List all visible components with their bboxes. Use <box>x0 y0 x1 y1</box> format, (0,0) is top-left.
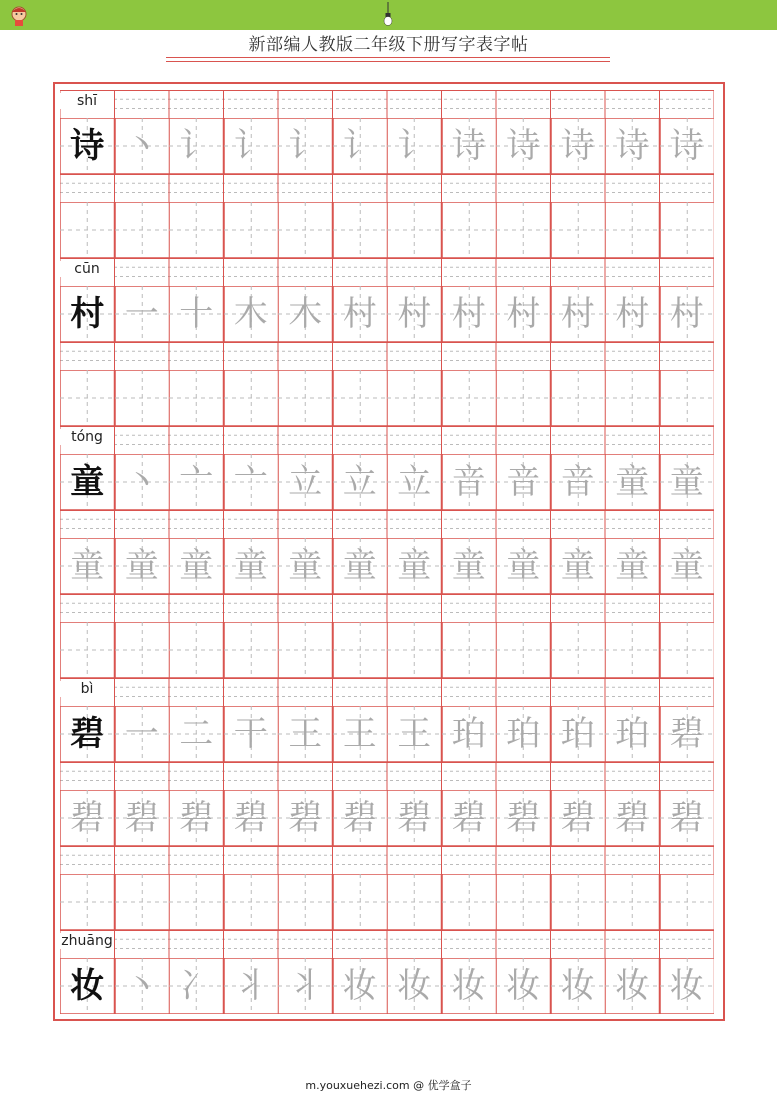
trace-character <box>605 622 660 678</box>
row-separator <box>60 678 714 706</box>
practice-cell <box>278 706 333 762</box>
practice-cell <box>387 790 442 846</box>
practice-cell <box>496 286 551 342</box>
practice-cell[interactable] <box>169 622 224 678</box>
practice-cell <box>60 538 115 594</box>
practice-cell[interactable] <box>442 370 497 426</box>
practice-cell <box>333 286 388 342</box>
practice-cell[interactable] <box>442 622 497 678</box>
practice-cell[interactable] <box>60 874 115 930</box>
trace-character: 讠 <box>233 126 268 166</box>
practice-cell <box>442 538 497 594</box>
trace-character: 音 <box>451 462 486 502</box>
practice-cell[interactable] <box>169 202 224 258</box>
trace-character <box>60 370 115 426</box>
trace-character: 亠 <box>233 462 268 502</box>
practice-cell[interactable] <box>442 874 497 930</box>
model-character-cell <box>60 118 115 174</box>
practice-cell[interactable] <box>115 370 170 426</box>
trace-character <box>496 874 551 930</box>
trace-character <box>660 370 715 426</box>
practice-cell <box>115 454 170 510</box>
trace-character: 丬 <box>233 966 268 1006</box>
practice-cell <box>278 118 333 174</box>
trace-character: 讠 <box>397 126 432 166</box>
trace-character: 立 <box>342 462 377 502</box>
practice-cell <box>169 286 224 342</box>
trace-character: 木 <box>288 294 323 334</box>
trace-character: 讠 <box>342 126 377 166</box>
trace-character: 碧 <box>397 798 432 838</box>
trace-character <box>169 622 224 678</box>
trace-character: 童 <box>70 546 105 586</box>
practice-cell <box>333 958 388 1014</box>
practice-cell[interactable] <box>387 370 442 426</box>
practice-cell <box>496 538 551 594</box>
model-character-cell <box>60 454 115 510</box>
trace-character <box>169 202 224 258</box>
trace-character: 碧 <box>70 798 105 838</box>
trace-character <box>605 874 660 930</box>
trace-character: 童 <box>397 546 432 586</box>
pinyin-label: bì <box>60 681 114 697</box>
trace-character: 碧 <box>288 798 323 838</box>
practice-cell <box>278 958 333 1014</box>
row-separator <box>60 258 714 286</box>
practice-cell[interactable] <box>442 202 497 258</box>
practice-cell <box>551 538 606 594</box>
row-separator <box>60 846 714 874</box>
practice-cell[interactable] <box>605 370 660 426</box>
practice-cell <box>224 790 279 846</box>
trace-character: 妆 <box>342 966 377 1006</box>
practice-cell[interactable] <box>224 874 279 930</box>
practice-cell <box>115 118 170 174</box>
trace-character: 童 <box>124 546 159 586</box>
practice-cell <box>660 706 715 762</box>
trace-character: 珀 <box>506 714 541 754</box>
trace-character <box>278 202 333 258</box>
practice-cell[interactable] <box>333 622 388 678</box>
practice-cell <box>115 706 170 762</box>
practice-cell <box>660 118 715 174</box>
practice-cell[interactable] <box>551 874 606 930</box>
trace-character <box>551 874 606 930</box>
practice-cell[interactable] <box>278 370 333 426</box>
practice-cell <box>551 454 606 510</box>
practice-cell[interactable] <box>115 622 170 678</box>
practice-cell[interactable] <box>333 202 388 258</box>
practice-cell[interactable] <box>496 622 551 678</box>
practice-cell <box>169 790 224 846</box>
row-separator <box>60 426 714 454</box>
practice-cell[interactable] <box>551 370 606 426</box>
trace-character: 一 <box>124 294 159 334</box>
trace-character <box>60 874 115 930</box>
trace-character: 碧 <box>179 798 214 838</box>
practice-cell[interactable] <box>224 370 279 426</box>
practice-cell <box>442 118 497 174</box>
practice-cell <box>605 790 660 846</box>
model-character-cell <box>60 286 115 342</box>
trace-character: 碧 <box>506 798 541 838</box>
trace-character <box>115 874 170 930</box>
trace-character <box>333 202 388 258</box>
practice-cell[interactable] <box>387 622 442 678</box>
trace-character: 碧 <box>669 798 704 838</box>
practice-cell <box>278 538 333 594</box>
trace-character: 干 <box>233 714 268 754</box>
row-separator <box>60 762 714 790</box>
trace-character: 丶 <box>124 966 159 1006</box>
practice-cell <box>333 790 388 846</box>
practice-cell <box>605 706 660 762</box>
practice-cell[interactable] <box>660 202 715 258</box>
trace-character <box>442 202 497 258</box>
trace-character: 丬 <box>288 966 323 1006</box>
row-separator <box>60 930 714 958</box>
trace-character: 妆 <box>451 966 486 1006</box>
practice-cell[interactable] <box>387 202 442 258</box>
practice-cell <box>224 118 279 174</box>
trace-character: 立 <box>288 462 323 502</box>
trace-character: 妆 <box>560 966 595 1006</box>
practice-cell <box>333 118 388 174</box>
trace-character: 十 <box>179 294 214 334</box>
trace-character: 珀 <box>560 714 595 754</box>
trace-character <box>387 622 442 678</box>
practice-cell <box>387 118 442 174</box>
practice-cell <box>224 286 279 342</box>
practice-cell[interactable] <box>605 622 660 678</box>
model-character: 妆 <box>70 966 105 1006</box>
trace-character: 王 <box>288 714 323 754</box>
trace-character <box>115 622 170 678</box>
practice-cell <box>442 958 497 1014</box>
practice-cell <box>169 958 224 1014</box>
practice-cell[interactable] <box>224 202 279 258</box>
title-underline <box>166 57 610 58</box>
row-separator <box>60 510 714 538</box>
trace-character <box>169 370 224 426</box>
practice-cell <box>387 454 442 510</box>
practice-cell <box>333 706 388 762</box>
practice-cell <box>387 538 442 594</box>
trace-character: 碧 <box>615 798 650 838</box>
practice-cell <box>278 790 333 846</box>
trace-character: 丶 <box>124 462 159 502</box>
trace-character <box>605 370 660 426</box>
trace-character <box>496 622 551 678</box>
practice-cell <box>660 538 715 594</box>
practice-cell <box>496 958 551 1014</box>
trace-character <box>278 370 333 426</box>
trace-character: 村 <box>342 294 377 334</box>
practice-cell <box>115 538 170 594</box>
trace-character <box>115 202 170 258</box>
row-separator <box>60 594 714 622</box>
practice-cell <box>333 454 388 510</box>
trace-character: 王 <box>397 714 432 754</box>
trace-character <box>278 874 333 930</box>
trace-character: 童 <box>615 462 650 502</box>
practice-cell[interactable] <box>333 874 388 930</box>
row-separator <box>60 342 714 370</box>
trace-character <box>496 202 551 258</box>
practice-cell <box>551 706 606 762</box>
trace-character: 童 <box>179 546 214 586</box>
practice-cell[interactable] <box>115 202 170 258</box>
trace-character: 二 <box>179 714 214 754</box>
practice-cell <box>660 286 715 342</box>
lightbulb-icon <box>383 2 393 26</box>
practice-cell <box>442 454 497 510</box>
practice-cell <box>224 706 279 762</box>
row-separator <box>60 174 714 202</box>
trace-character: 村 <box>669 294 704 334</box>
trace-character <box>224 874 279 930</box>
trace-character <box>115 370 170 426</box>
trace-character: 碧 <box>669 714 704 754</box>
practice-cell <box>496 706 551 762</box>
practice-cell <box>224 454 279 510</box>
practice-cell <box>115 286 170 342</box>
trace-character: 珀 <box>615 714 650 754</box>
trace-character: 妆 <box>397 966 432 1006</box>
trace-character: 童 <box>288 546 323 586</box>
practice-cell[interactable] <box>60 622 115 678</box>
model-character: 村 <box>70 294 105 334</box>
trace-character: 村 <box>397 294 432 334</box>
trace-character <box>551 622 606 678</box>
trace-character: 丶 <box>124 126 159 166</box>
model-character-cell <box>60 958 115 1014</box>
practice-cell <box>387 958 442 1014</box>
trace-character <box>278 622 333 678</box>
trace-character: 碧 <box>342 798 377 838</box>
trace-character: 一 <box>124 714 159 754</box>
practice-cell <box>278 286 333 342</box>
practice-cell <box>115 958 170 1014</box>
trace-character <box>333 370 388 426</box>
trace-character <box>224 370 279 426</box>
trace-character <box>551 202 606 258</box>
mascot-icon <box>6 4 32 28</box>
practice-cell <box>115 790 170 846</box>
trace-character: 童 <box>506 546 541 586</box>
practice-cell[interactable] <box>605 874 660 930</box>
trace-character: 诗 <box>451 126 486 166</box>
practice-cell <box>496 454 551 510</box>
trace-character <box>333 874 388 930</box>
trace-character <box>660 202 715 258</box>
practice-cell[interactable] <box>660 622 715 678</box>
practice-cell <box>60 790 115 846</box>
practice-cell <box>496 790 551 846</box>
practice-cell[interactable] <box>496 874 551 930</box>
trace-character: 妆 <box>615 966 650 1006</box>
practice-cell[interactable] <box>496 370 551 426</box>
practice-cell[interactable] <box>333 370 388 426</box>
practice-cell <box>496 118 551 174</box>
trace-character: 村 <box>451 294 486 334</box>
model-character: 碧 <box>70 714 105 754</box>
trace-character: 童 <box>615 546 650 586</box>
trace-character <box>442 874 497 930</box>
practice-cell[interactable] <box>660 370 715 426</box>
trace-character: 珀 <box>451 714 486 754</box>
trace-character <box>387 370 442 426</box>
trace-character: 妆 <box>669 966 704 1006</box>
trace-character <box>60 202 115 258</box>
practice-cell <box>660 454 715 510</box>
trace-character <box>660 622 715 678</box>
page-title: 新部编人教版二年级下册写字表字帖 <box>248 35 529 55</box>
trace-character <box>605 202 660 258</box>
practice-cell <box>442 706 497 762</box>
practice-cell <box>169 538 224 594</box>
footer-credit: m.youxuehezi.com @ 优学盒子 <box>305 1079 472 1092</box>
trace-character: 碧 <box>560 798 595 838</box>
practice-cell[interactable] <box>60 202 115 258</box>
practice-cell <box>551 958 606 1014</box>
practice-cell[interactable] <box>278 874 333 930</box>
trace-character: 村 <box>560 294 595 334</box>
trace-character <box>333 622 388 678</box>
trace-character <box>496 370 551 426</box>
model-character: 童 <box>70 462 105 502</box>
trace-character <box>551 370 606 426</box>
practice-cell[interactable] <box>278 202 333 258</box>
trace-character: 碧 <box>124 798 159 838</box>
trace-character: 诗 <box>615 126 650 166</box>
trace-character: 木 <box>233 294 268 334</box>
top-banner <box>0 0 777 30</box>
practice-cell <box>551 790 606 846</box>
trace-character <box>660 874 715 930</box>
practice-cell <box>605 118 660 174</box>
trace-character: 妆 <box>506 966 541 1006</box>
practice-cell[interactable] <box>660 874 715 930</box>
trace-character: 立 <box>397 462 432 502</box>
practice-cell[interactable] <box>224 622 279 678</box>
trace-character <box>60 622 115 678</box>
practice-cell[interactable] <box>169 370 224 426</box>
practice-cell <box>442 790 497 846</box>
trace-character: 童 <box>669 462 704 502</box>
trace-character <box>442 370 497 426</box>
trace-character: 诗 <box>669 126 704 166</box>
practice-cell <box>387 706 442 762</box>
trace-character: 诗 <box>560 126 595 166</box>
practice-cell <box>169 118 224 174</box>
practice-cell <box>442 286 497 342</box>
trace-character: 音 <box>560 462 595 502</box>
trace-character: 音 <box>506 462 541 502</box>
trace-character: 讠 <box>288 126 323 166</box>
practice-cell <box>387 286 442 342</box>
trace-character: 亠 <box>179 462 214 502</box>
practice-cell <box>169 454 224 510</box>
practice-cell <box>605 958 660 1014</box>
practice-cell <box>660 790 715 846</box>
trace-character: 诗 <box>506 126 541 166</box>
trace-character: 碧 <box>233 798 268 838</box>
trace-character <box>442 622 497 678</box>
model-character: 诗 <box>70 126 105 166</box>
practice-cell <box>169 706 224 762</box>
practice-cell[interactable] <box>115 874 170 930</box>
practice-cell <box>660 958 715 1014</box>
practice-cell <box>551 118 606 174</box>
trace-character: 童 <box>342 546 377 586</box>
trace-character: 王 <box>342 714 377 754</box>
pinyin-label: cūn <box>60 261 114 277</box>
trace-character <box>387 874 442 930</box>
practice-cell <box>333 538 388 594</box>
trace-character: 童 <box>560 546 595 586</box>
pinyin-label: shī <box>60 93 114 109</box>
practice-cell <box>605 454 660 510</box>
trace-character <box>224 622 279 678</box>
trace-character: 村 <box>615 294 650 334</box>
model-character-cell <box>60 706 115 762</box>
practice-cell <box>278 454 333 510</box>
trace-character: 童 <box>669 546 704 586</box>
trace-character <box>224 202 279 258</box>
practice-cell <box>551 286 606 342</box>
row-separator <box>60 90 714 118</box>
pinyin-label: zhuāng <box>61 933 113 949</box>
practice-cell[interactable] <box>60 370 115 426</box>
trace-character: 碧 <box>451 798 486 838</box>
pinyin-label: tóng <box>60 429 114 445</box>
practice-cell <box>605 286 660 342</box>
practice-cell[interactable] <box>278 622 333 678</box>
trace-character: 冫 <box>179 966 214 1006</box>
practice-cell <box>224 538 279 594</box>
trace-character <box>387 202 442 258</box>
trace-character: 童 <box>451 546 486 586</box>
practice-cell[interactable] <box>551 202 606 258</box>
trace-character: 童 <box>233 546 268 586</box>
trace-character: 讠 <box>179 126 214 166</box>
title-underline-second <box>166 61 610 62</box>
practice-cell <box>224 958 279 1014</box>
trace-character <box>169 874 224 930</box>
practice-cell[interactable] <box>605 202 660 258</box>
trace-character: 村 <box>506 294 541 334</box>
practice-cell[interactable] <box>169 874 224 930</box>
practice-cell <box>605 538 660 594</box>
practice-cell[interactable] <box>387 874 442 930</box>
practice-cell[interactable] <box>551 622 606 678</box>
practice-cell[interactable] <box>496 202 551 258</box>
